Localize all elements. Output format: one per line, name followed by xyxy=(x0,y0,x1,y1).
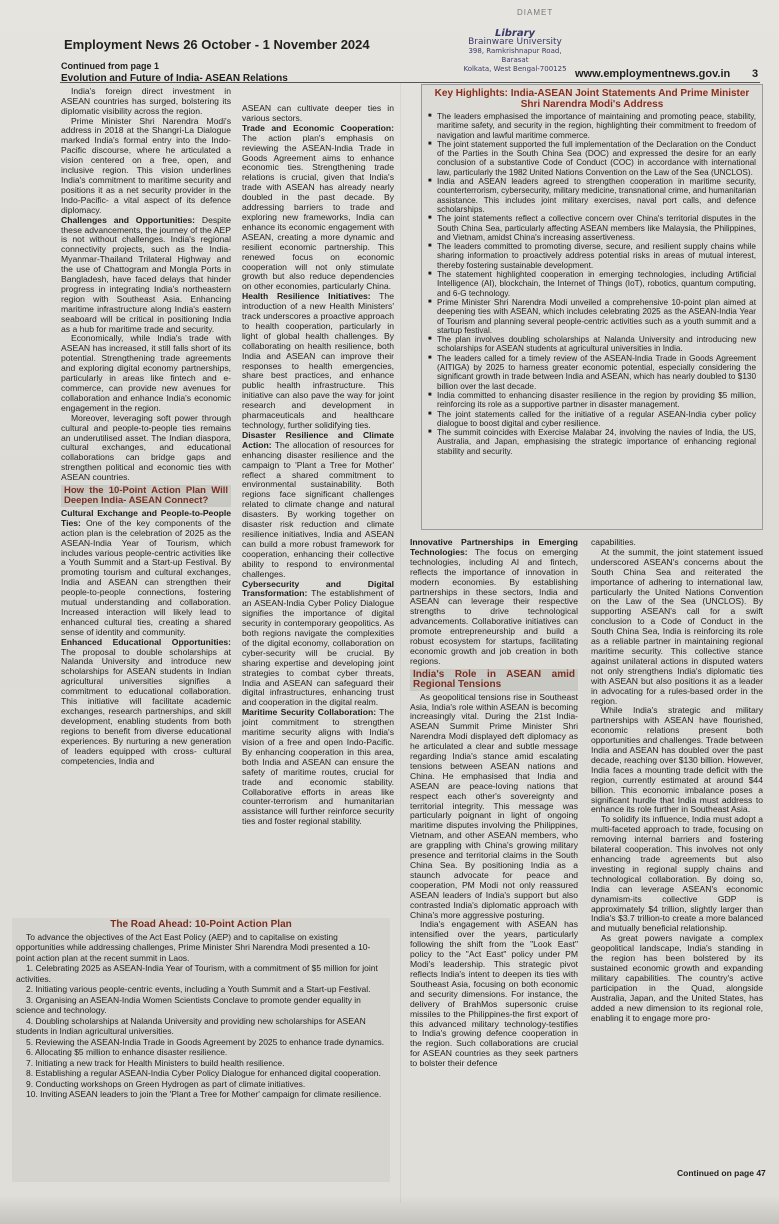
key-highlights-list xyxy=(428,112,756,456)
section-subhead: How the 10-Point Action Plan Will Deepen India- ASEAN Connect? xyxy=(61,485,231,507)
highlight-item: ■ The plan involves doubling scholarships at Nalanda University and introducing new scholarships for ASEAN students at agricultural universities in India. xyxy=(428,335,756,354)
paragraph: Economically, while India's trade with ASEAN has increased, it still falls short of its potential. Strengthening trade agreements and exploring digital economy partnerships, particularly in areas like fintech and e-commerce, can provide new avenues for collaboration and enhance India's economic engagement in the region. xyxy=(61,333,231,413)
action-plan-item: 7. Initiating a new track for Health Ministers to build health resilience. xyxy=(26,1057,285,1068)
article-column-4 xyxy=(591,538,763,1023)
paragraph xyxy=(242,124,394,292)
action-plan-item: 8. Establishing a regular ASEAN-India Cyber Policy Dialogue for enhanced digital cooperation. xyxy=(26,1068,381,1078)
library-stamp-line3: 398, Ramkrishnapur Road, Barasat xyxy=(468,47,562,64)
article-title: Evolution and Future of India- ASEAN Relations xyxy=(61,72,288,84)
highlight-item: ■ The joint statements called for the initiative of a regular ASEAN-India cyber policy dialogue to boost digital and cyber resilience. xyxy=(428,410,756,429)
road-ahead-list xyxy=(16,963,386,1100)
highlight-item: ■ The leaders emphasised the importance of maintaining and promoting peace, stability, maritime safety, and security in the region, highlighting their commitment to freedom of navigation and lawful maritime commerce. xyxy=(428,112,756,140)
subsection-heading: Cybersecurity and Digital Transformation: xyxy=(242,578,394,599)
paragraph: To solidify its influence, India must adopt a multi-faceted approach to trade, focusing on removing internal barriers and fostering bilateral cooperation. This involves not only enhancing trade agreements but also investing in regional supply chains and technological collaboration. By doing so, India can leverage ASEAN's economic dynamism-its collective GDP is approximately $4 trillion, slightly larger than India's $3.7 trillion-to create a more balanced and mutually beneficial relationship. xyxy=(591,814,763,934)
article-column-3 xyxy=(410,538,578,1069)
highlight-item: ■ The statement highlighted cooperation in emerging technologies, including Artificial Intelligence (AI), blockchain, the Internet of Things (IoT), robotics, quantum computing, and 6-G technology. xyxy=(428,270,756,298)
paragraph-text: The action plan's emphasis on reviewing the ASEAN-India Trade in Goods Agreement aims to enhance economic ties. Strengthening trade relations is crucial, given that India's trade with ASEAN has already nearly doubled in the past decade. By addressing barriers to trade and exploring new frameworks, India can enhance its economic engagement with ASEAN, creating a more dynamic and resilient economic partnership. This renewed focus on economic cooperation will not only stimulate growth but also reduce dependencies on other economies, particularly China. xyxy=(242,132,394,292)
paragraph xyxy=(61,509,231,638)
subsection-heading: Health Resilience Initiatives: xyxy=(242,291,371,302)
subsection-heading: Enhanced Educational Opportunities: xyxy=(61,636,231,647)
paragraph-text: The introduction of a new Health Ministers' track underscores a proactive approach to health cooperation, particularly in light of global health challenges. By collaborating on health resilience, both India and ASEAN can improve their responses to health emergencies, share best practices, and enhance public health infrastructure. This initiative can also pave the way for joint research and development in pharmaceuticals and healthcare technology, further solidifying ties. xyxy=(242,291,394,430)
section-subhead: India's Role in ASEAN amid Regional Tensions xyxy=(410,669,578,691)
highlight-item: ■ The summit coincides with Exercise Malabar 24, involving the navies of India, the US, Australia, and Japan, emphasising the strategic importance of enhancing regional stability and security. xyxy=(428,428,756,456)
action-plan-item: 6. Allocating $5 million to enhance disaster resilience. xyxy=(26,1047,228,1057)
highlight-item: ■ The joint statement supported the full implementation of the Declaration on the Conduct of the Parties in the South China Sea (DOC) and expressed the desire for an early conclusion of a substantive Code of Conduct (COC) in accordance with international law, particularly the 1982 United Nations Convention on the Law of the Sea (UNCLOS). xyxy=(428,140,756,177)
subsection-heading: Disaster Resilience and Climate Action: xyxy=(242,429,394,450)
page-title: Employment News 26 October - 1 November 2024 xyxy=(64,37,370,52)
paragraph xyxy=(410,538,578,667)
page-number: 3 xyxy=(752,68,759,80)
library-stamp xyxy=(455,29,575,74)
subsection-heading: Innovative Partnerships in Emerging Technologies: xyxy=(410,537,578,557)
paragraph-text: Despite these advancements, the journey of the AEP is not without challenges. India's regional connectivity projects, such as the India-Myanmar-Thailand Trilateral Highway and the use of Chattogram and Mongla Ports in Bangladesh, have faced delays that hinder progress in integrating India's northeastern region with Southeast Asia. Enhancing maritime infrastructure along India's eastern seaboard will be critical in positioning India as a hub for maritime trade and security. xyxy=(61,214,231,334)
paragraph xyxy=(242,292,394,431)
highlight-item: ■ The joint statements reflect a collective concern over China's territorial disputes in the South China Sea, particularly affecting ASEAN members like Malaysia, the Philippines, and Vietnam, amidst China's increasing assertiveness. xyxy=(428,214,756,242)
subsection-heading: Trade and Economic Cooperation: xyxy=(242,122,394,133)
key-highlights-title: Key Highlights: India-ASEAN Joint Statements And Prime Minister Shri Narendra Modi's Address xyxy=(434,88,750,110)
highlight-item: ■ Prime Minister Shri Narendra Modi unveiled a comprehensive 10-point plan aimed at deepening ties with ASEAN, which includes celebrating 2025 as the ASEAN-India Year of Tourism and planning several people-centric activities such as a youth summit and a startup festival. xyxy=(428,298,756,335)
paragraph xyxy=(242,431,394,580)
continued-on-page: Continued on page 47 xyxy=(677,1168,766,1178)
paragraph xyxy=(242,708,394,827)
action-plan-item: 10. Inviting ASEAN leaders to join the 'Plant a Tree for Mother' campaign for climate resilience. xyxy=(26,1089,382,1099)
paragraph-text: The joint commitment to strengthen maritime security aligns with India's vision of a free and open Indo-Pacific. By enhancing cooperation in this area, both India and ASEAN can ensure the safety of maritime routes, crucial for trade and economic stability. Collaborative efforts in areas like counter-terrorism and humanitarian assistance will further reinforce security ties and foster regional stability. xyxy=(242,707,394,827)
paragraph: ASEAN can cultivate deeper ties in various sectors. xyxy=(242,103,394,123)
road-ahead-intro: To advance the objectives of the Act East Policy (AEP) and to capitalise on existing opportunities while addressing challenges, Prime Minister Shri Narendra Modi presented a 10-point action plan at the recent summit in Laos. xyxy=(16,931,371,963)
highlight-item: ■ India committed to enhancing disaster resilience in the region by providing $5 million, reinforcing its role as a supportive partner in disaster management. xyxy=(428,391,756,410)
continued-from: Continued from page 1 xyxy=(61,61,160,71)
paragraph xyxy=(242,580,394,709)
road-ahead-box xyxy=(12,918,390,1182)
paragraph: As geopolitical tensions rise in Southeast Asia, India's role within ASEAN is becoming increasingly vital. During the 21st India- ASEAN Summit Prime Minister Shri Narendra Modi displayed deft diplomacy as he articulated a clear and subtle message regarding India's stance amid escalating tensions between ASEAN nations and China. He emphasised that India and ASEAN are peace-loving nations that respect each other's sovereignty and territorial integrity. This message was particularly poignant in light of ongoing maritime disputes involving the Philippines, Vietnam, and other ASEAN members, who are grappling with China's growing military presence and territorial claims in the South China Sea. By positioning India as a staunch advocate for peace and cooperation, PM Modi not only reassured ASEAN leaders of India's support but also contrasted India's diplomatic approach with China's more aggressive posturing. xyxy=(410,691,578,920)
page-edge-shadow xyxy=(0,1195,779,1224)
subsection-heading: Challenges and Opportunities: xyxy=(61,214,196,225)
road-ahead-title: The Road Ahead: 10-Point Action Plan xyxy=(110,919,292,930)
paragraph-text: The focus on emerging technologies, including AI and fintech, reflects the importance of innovation in modern economies. By establishing partnerships in these sectors, India and ASEAN can leverage their respective strengths to drive technological advancements. Collaborative initiatives can promote entrepreneurship and build a robust ecosystem for startups, facilitating economic growth and job creation in both regions. xyxy=(410,546,578,666)
library-stamp-line4: Kolkata, West Bengal-700125 xyxy=(463,65,567,73)
action-plan-item: 9. Conducting workshops on Green Hydrogen as part of climate initiatives. xyxy=(26,1078,306,1089)
paragraph-text: The proposal to double scholarships at Nalanda University and introduce new scholarships for ASEAN students in Indian agricultural universities signifies a commitment to educational collaboration. This initiative will facilitate academic exchanges, research partnerships, and skill development, enabling students from both regions to benefit from diverse educational experiences. By nurturing a new generation of leaders equipped with cross- cultural competencies, India and xyxy=(61,646,231,766)
paragraph: As great powers navigate a complex geopolitical landscape, India's standing in the region has been bolstered by its sustained economic growth and expanding military capabilities. The country's active participation in the Quad, alongside Australia, Japan, and the United States, has added a new dimension to its regional role, enabling it to engage more pro- xyxy=(591,933,763,1023)
article-column-1 xyxy=(61,61,288,766)
website-link[interactable]: www.employmentnews.gov.in xyxy=(575,68,731,80)
paragraph: At the summit, the joint statement issued underscored ASEAN's concerns about the South China Sea and reiterated the importance of adhering to international law, particularly the United Nations Convention on the Law of the Sea (UNCLOS). By supporting ASEAN's call for a swift conclusion to a Code of Conduct in the South China Sea, India is reinforcing its role as a reliable partner in maintaining regional maritime security. This collective stance against unilateral actions in disputed waters not only strengthens India's diplomatic ties with ASEAN but also positions it as a leader in advocating for a rules-based order in the region. xyxy=(591,546,763,706)
library-stamp-line1: Library xyxy=(494,28,536,39)
paragraph: While India's strategic and military partnerships with ASEAN have flourished, economic relations present both opportunities and challenges. Trade between India and ASEAN has doubled over the past decade, reaching over $130 billion. However, India faces a mounting trade deficit with the region, currently estimated at around $44 billion. This economic imbalance poses a significant hurdle that India must address to enhance its role further in Southeast Asia. xyxy=(591,705,763,815)
paragraph-text: The allocation of resources for enhancing disaster resilience and the campaign to 'Plant a Tree for Mother' reflect a shared commitment to environmental sustainability. Both regions face significant challenges related to climate change and natural disasters. By working together on disaster risk reduction and climate resilience initiatives, India and ASEAN can build a more robust framework for cooperation, enhancing their collective ability to respond to environmental challenges. xyxy=(242,439,394,579)
highlight-item: ■ India and ASEAN leaders agreed to strengthen cooperation in maritime security, counterterrorism, cybersecurity, military medicine, transnational crime, and humanitarian assistance. This includes joint military exercises, naval port calls, and defence scholarships. xyxy=(428,177,756,214)
paragraph: India's foreign direct investment in ASEAN countries has surged, bolstering its diplomatic visibility across the region. xyxy=(61,85,231,116)
paragraph xyxy=(61,216,231,335)
paragraph: capabilities. xyxy=(591,537,636,547)
library-stamp-line2: Brainware University xyxy=(468,37,562,47)
paragraph: India's engagement with ASEAN has intensified over the years, particularly following the shift from the "Look East" policy to the "Act East" policy under PM Modi's leadership. This strategic pivot reflects India's intent to deepen its ties with Southeast Asia, focusing on both economic and security dimensions. For instance, the delivery of BrahMos supersonic cruise missiles to the Philippines-the first export of this advanced military technology-testifies to India's growing defence cooperation in the region. Such collaborations are crucial for ASEAN countries as they seek partners to bolster their defence xyxy=(410,919,578,1069)
action-plan-item: 1. Celebrating 2025 as ASEAN-India Year of Tourism, with a commitment of $5 million for joint activities. xyxy=(16,963,378,984)
page-fold xyxy=(400,83,401,1203)
action-plan-item: 5. Reviewing the ASEAN-India Trade in Goods Agreement by 2025 to enhance trade dynamics. xyxy=(26,1036,385,1047)
key-highlights-box xyxy=(421,84,763,530)
action-plan-item: 2. Initiating various people-centric events, including a Youth Summit and a Start-up Festival. xyxy=(26,984,371,994)
article-column-2 xyxy=(242,104,394,827)
subsection-heading: Maritime Security Collaboration: xyxy=(242,707,377,718)
paragraph xyxy=(61,638,231,767)
paragraph: Prime Minister Shri Narendra Modi's address in 2018 at the Shangri-La Dialogue marked India's formal entry into the Indo-Pacific discourse, where he articulated a vision centered on a free, open, and inclusive region. This vision underlines India's commitment to maritime security and positions it as a net security provider in the Indo-Pacific- a vital aspect of its defence diplomacy. xyxy=(61,115,231,215)
top-stamp: DIAMET xyxy=(517,8,554,17)
action-plan-item: 3. Organising an ASEAN-India Women Scientists Conclave to promote gender equality in science and technology. xyxy=(16,994,361,1015)
paragraph: Moreover, leveraging soft power through cultural and people-to-people ties remains an underutilised asset. The Indian diaspora, cultural exchanges, and educational collaborations can bridge gaps and strengthen political and economic ties with ASEAN countries. xyxy=(61,412,231,483)
paragraph-text: One of the key components of the action plan is the celebration of 2025 as the ASEAN-India Year of Tourism, which includes various people-centric activities like a Youth Summit and a Start-up Festival. By promoting tourism and cultural exchanges, India and ASEAN can strengthen their people-to-people connections, fostering mutual understanding and collaboration. Increased interaction will likely lead to enhanced cultural ties, creating a shared sense of identity and community. xyxy=(61,517,231,637)
subsection-heading: Cultural Exchange and People-to-People Ties: xyxy=(61,507,231,528)
paragraph-text: The establishment of an ASEAN-India Cyber Policy Dialogue signifies the importance of digital security in contemporary geopolitics. As both regions navigate the complexities of the digital economy, collaboration on cyber-security will be crucial. By sharing expertise and developing joint strategies to combat cyber threats, India and ASEAN can safeguard their digital infrastructures, enhancing trust and cooperation in the digital realm. xyxy=(242,588,394,708)
highlight-item: ■ The leaders called for a timely review of the ASEAN-India Trade in Goods Agreement (AITIGA) by 2025 to harness greater economic potential, especially considering the significant growth in trade between India and ASEAN, which has nearly doubled to $130 billion over the last decade. xyxy=(428,354,756,391)
action-plan-item: 4. Doubling scholarships at Nalanda University and providing new scholarships for ASEAN students in Indian agricultural universities. xyxy=(16,1015,366,1036)
highlight-item: ■ The leaders committed to promoting diverse, secure, and resilient supply chains while sharing information to proactively address potential risks in areas of mutual interest, thereby fostering sustainable development. xyxy=(428,242,756,270)
